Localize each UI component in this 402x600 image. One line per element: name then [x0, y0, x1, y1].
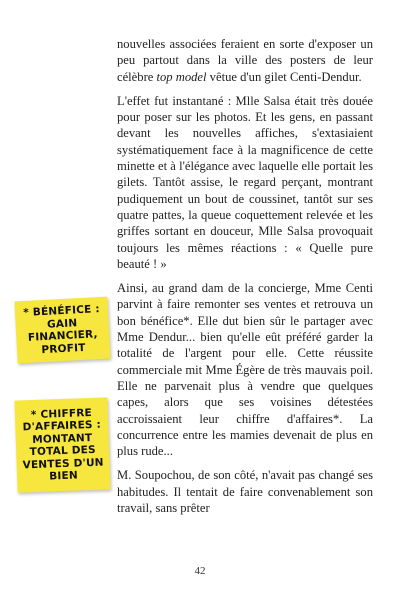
paragraph-2 [117, 93, 373, 272]
note-line: GAIN [46, 316, 78, 331]
paragraph-4-text: M. Soupochou, de son côté, n'avait pas changé ses habitudes. Il tentait de faire convenablement son travail, sans prêter [117, 468, 373, 516]
page-number: 42 [194, 565, 206, 577]
note-line: * CHIFFRE [30, 406, 93, 421]
note-line: MONTANT [32, 431, 93, 446]
italic-phrase: top model [156, 69, 207, 84]
note-line: * BÉNÉFICE : [22, 303, 101, 320]
sticky-note-chiffre-affaires [14, 397, 110, 492]
body-text [117, 36, 373, 524]
paragraph-2-text: L'effet fut instantané : Mlle Salsa était très douée pour poser sur les photos. Et les gens, en passant devant les nouvelles affiches, s'extasiaient systématiquement face à la magnificence de cette minette et à l'élégance avec laquelle elle portait les gilets. Tantôt assise, le regard perçant, montrant pudiquement un bout de coussinet, tantôt sur ses quatre pattes, la queue coquettement relevée et les griffes sortant en douceur, Mlle Salsa provoquait toujours les mêmes réactions : « Quelle pure beauté ! » [117, 93, 373, 271]
paragraph-1 [117, 36, 373, 85]
paragraph-1-text: nouvelles associées feraient en sorte d'exposer un peu partout dans la ville des posters de leur célèbre [117, 37, 373, 84]
paragraph-1-text-end: vêtue d'un gilet Centi-Dendur. [206, 69, 362, 84]
sticky-note-benefice [14, 297, 110, 364]
note-line: FINANCIER, [27, 328, 99, 344]
paragraph-3-text: Ainsi, au grand dam de la concierge, Mme Centi parvint à faire remonter ses ventes et retrouva un bon bénéfice*. Elle dut bien sûr le partager avec Mme Dendur... bien qu'elle eût préféré garder la totalité de l'argent pour elle. Cette réussite commerciale mit Mme Égère de très mauvais poil. Elle ne parvenait plus à vendre que quelques capes, alors que ses voisines détestées accroissaient leur chiffre d'affaires*. La concurrence entre les mamies devenait de plus en plus rude... [117, 281, 373, 459]
paragraph-4 [117, 467, 373, 516]
note-line: VENTES D'UN [22, 456, 104, 471]
note-line: BIEN [49, 469, 79, 483]
note-line: PROFIT [41, 341, 86, 356]
note-line: D'AFFAIRES : [22, 418, 102, 434]
note-line: TOTAL DES [29, 443, 96, 459]
paragraph-3 [117, 280, 373, 459]
